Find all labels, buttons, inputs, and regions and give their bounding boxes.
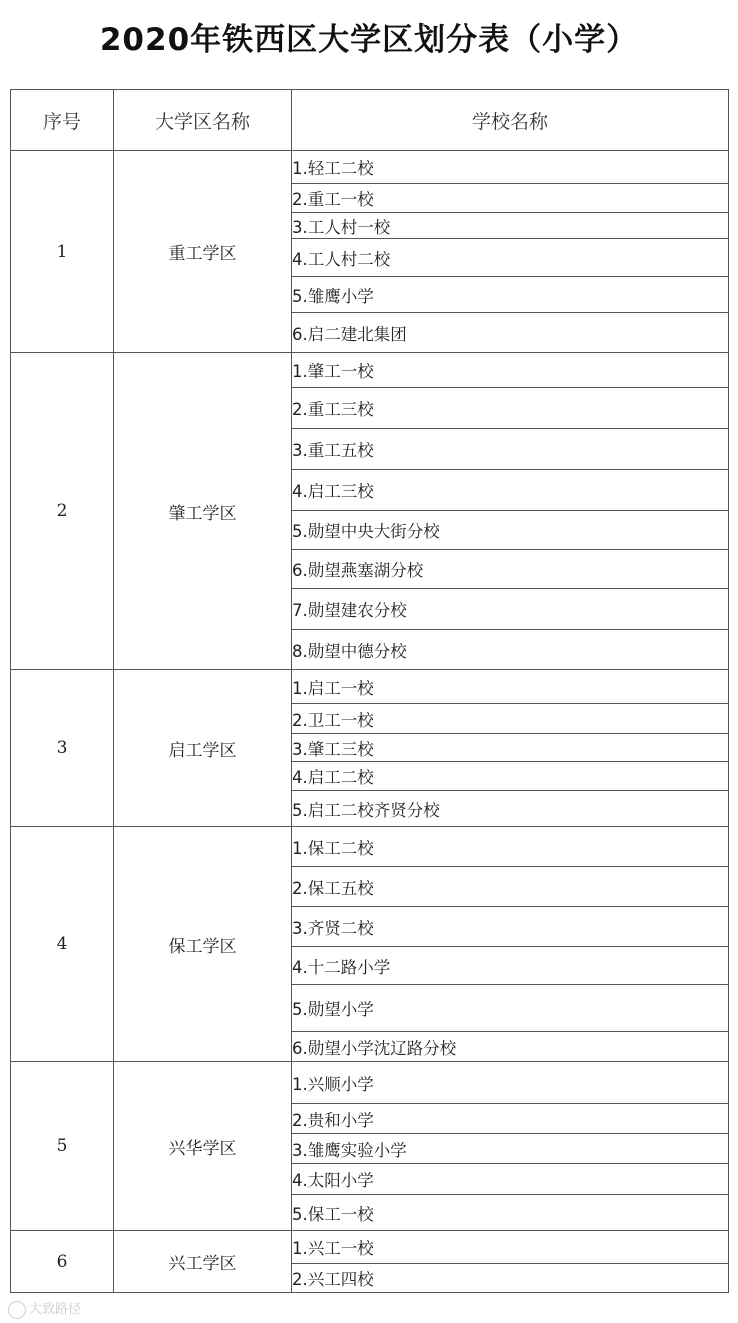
school-name: 4.太阳小学	[292, 1164, 729, 1195]
district-name: 启工学区	[114, 670, 292, 827]
school-name: 3.肇工三校	[292, 734, 729, 762]
header-district: 大学区名称	[114, 90, 292, 151]
table-row	[11, 1231, 729, 1264]
school-name: 3.齐贤二校	[292, 907, 729, 947]
school-name: 6.启二建北集团	[292, 313, 729, 353]
table-body	[11, 151, 729, 1293]
school-name: 5.保工一校	[292, 1195, 729, 1231]
district-name: 重工学区	[114, 151, 292, 353]
school-name: 2.兴工四校	[292, 1264, 729, 1293]
table-row	[11, 353, 729, 388]
school-name: 1.肇工一校	[292, 353, 729, 388]
school-name: 7.勋望建农分校	[292, 589, 729, 630]
school-name: 1.轻工二校	[292, 151, 729, 184]
school-name: 1.兴工一校	[292, 1231, 729, 1264]
table-row	[11, 827, 729, 867]
school-name: 5.勋望中央大街分校	[292, 511, 729, 550]
school-name: 5.启工二校齐贤分校	[292, 791, 729, 827]
school-name: 4.十二路小学	[292, 947, 729, 985]
group-number: 4	[11, 827, 114, 1062]
school-name: 6.勋望小学沈辽路分校	[292, 1032, 729, 1062]
table-row	[11, 151, 729, 184]
school-name: 2.重工一校	[292, 184, 729, 213]
school-name: 6.勋望燕塞湖分校	[292, 550, 729, 589]
page-title: 2020年铁西区大学区划分表（小学）	[99, 22, 639, 58]
school-name: 2.重工三校	[292, 388, 729, 429]
district-name: 保工学区	[114, 827, 292, 1062]
district-name: 兴华学区	[114, 1062, 292, 1231]
group-number: 1	[11, 151, 114, 353]
table-row	[11, 670, 729, 704]
header-school: 学校名称	[292, 90, 729, 151]
watermark-icon	[8, 1301, 26, 1319]
group-number: 5	[11, 1062, 114, 1231]
header-row	[11, 90, 729, 151]
school-name: 4.启工三校	[292, 470, 729, 511]
school-name: 1.兴顺小学	[292, 1062, 729, 1104]
district-name: 肇工学区	[114, 353, 292, 670]
school-name: 8.勋望中德分校	[292, 630, 729, 670]
school-name: 3.重工五校	[292, 429, 729, 470]
school-name: 2.卫工一校	[292, 704, 729, 734]
table-row	[11, 1062, 729, 1104]
school-name: 4.启工二校	[292, 762, 729, 791]
group-number: 3	[11, 670, 114, 827]
header-num: 序号	[11, 90, 114, 151]
group-number: 2	[11, 353, 114, 670]
school-name: 5.雏鹰小学	[292, 277, 729, 313]
district-name: 兴工学区	[114, 1231, 292, 1293]
school-name: 5.勋望小学	[292, 985, 729, 1032]
school-name: 3.工人村一校	[292, 213, 729, 239]
school-name: 1.启工一校	[292, 670, 729, 704]
school-name: 3.雏鹰实验小学	[292, 1134, 729, 1164]
watermark	[8, 1298, 81, 1319]
watermark-text: 大致路径	[29, 1302, 82, 1317]
school-name: 2.贵和小学	[292, 1104, 729, 1134]
school-name: 1.保工二校	[292, 827, 729, 867]
school-name: 2.保工五校	[292, 867, 729, 907]
school-name: 4.工人村二校	[292, 239, 729, 277]
group-number: 6	[11, 1231, 114, 1293]
district-table	[10, 89, 729, 1293]
